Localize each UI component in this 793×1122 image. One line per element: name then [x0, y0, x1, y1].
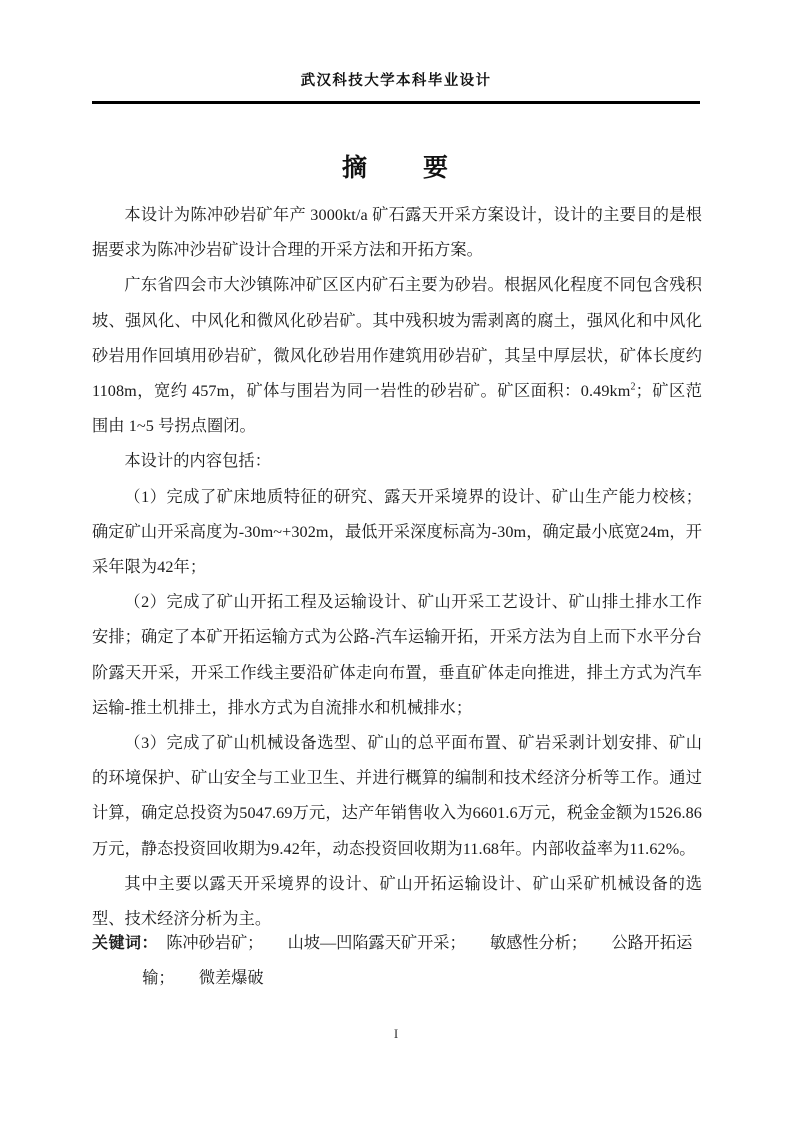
paragraph-contents-lead [92, 444, 702, 479]
paragraph-intro [92, 198, 702, 268]
header-rule-divider [92, 101, 700, 104]
paragraph-text: （1）完成了矿床地质特征的研究、露天开采境界的设计、矿山生产能力校核；确定矿山开采高度为-30m~+302m，最低开采深度标高为-30m，确定最小底宽24m，开采年限为42年； [92, 487, 702, 577]
keywords-section [92, 925, 702, 996]
paragraph-item-3 [92, 726, 702, 867]
abstract-body [92, 198, 702, 937]
keywords-label: 关键词： [92, 933, 151, 952]
keywords-line-1: 陈冲砂岩矿； 山坡—凹陷露天矿开采； 敏感性分析； 公路开拓运 [150, 934, 693, 952]
paragraph-text-part2: ；矿区范围由 1~5 号拐点圈闭。 [92, 382, 703, 436]
keywords-line-2: 输； 微差爆破 [142, 969, 264, 988]
paragraph-text: 本设计为陈冲砂岩矿年产 3000kt/a 矿石露天开采方案设计，设计的主要目的是根据要求为陈冲沙岩矿设计合理的开采方法和开拓方案。 [92, 206, 702, 260]
paragraph-item-2 [92, 585, 702, 726]
paragraph-text: 本设计的内容包括： [124, 452, 271, 471]
running-header: 武汉科技大学本科毕业设计 [300, 73, 492, 89]
page-title: 摘 要 [341, 152, 450, 182]
paragraph-text-part1: 广东省四会市大沙镇陈冲矿区区内矿石主要为砂岩。根据风化程度不同包含残积坡、强风化、中风化和微风化砂岩矿。其中残积坡为需剥离的腐土，强风化和中风化砂岩用作回填用砂岩矿，微风化砂岩用作建筑用砂岩矿，其呈中厚层状，矿体长度约 1108m，宽约 457m，矿体与围岩为同一岩性的砂岩矿。矿区面积：0.49km [92, 276, 702, 401]
paragraph-geology [92, 268, 702, 444]
paragraph-text: 其中主要以露天开采境界的设计、矿山开拓运输设计、矿山采矿机械设备的选型、技术经济分析为主。 [92, 874, 702, 929]
paragraph-text: （3）完成了矿山机械设备选型、矿山的总平面布置、矿岩采剥计划安排、矿山的环境保护、矿山安全与工业卫生、并进行概算的编制和技术经济分析等工作。通过计算，确定总投资为5047.69万元，达产年销售收入为6601.6万元，税金金额为1526.86万元，静态投资回收期为9.42年，动态投资回收期为11.68年。内部收益率为11.62%。 [92, 734, 702, 858]
paragraph-text: （2）完成了矿山开拓工程及运输设计、矿山开采工艺设计、矿山排土排水工作安排；确定了本矿开拓运输方式为公路-汽车运输开拓，开采方法为自上而下水平分台阶露天开采，开采工作线主要沿矿体走向布置，垂直矿体走向推进，排土方式为汽车运输-推土机排土，排水方式为自流排水和机械排水； [92, 593, 702, 717]
paragraph-item-1 [92, 480, 702, 586]
page-number: I [393, 1026, 399, 1041]
superscript-square: 2 [630, 381, 636, 393]
